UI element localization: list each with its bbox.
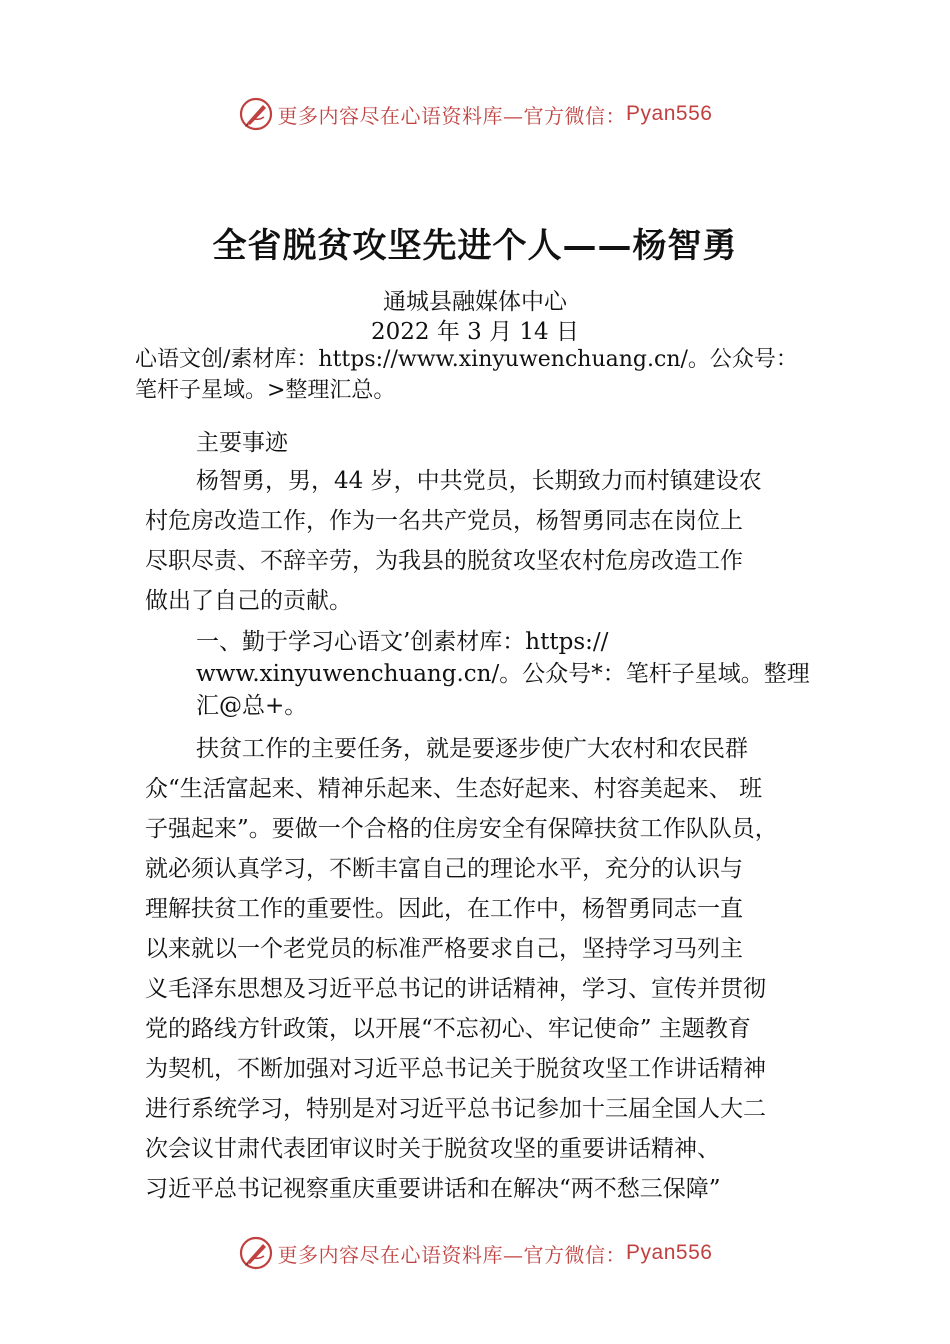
paragraph-line: 扶贫工作的主要任务，就是要逐步使广大农村和农民群 — [196, 736, 748, 762]
subsection-heading — [196, 626, 846, 722]
paragraph-line: 杨智勇，男，44 岁，中共党员，长期致力而村镇建设农 — [196, 468, 762, 494]
author-organization: 通城县融媒体中心 — [383, 289, 567, 315]
paragraph-line: 次会议甘肃代表团审议时关于脱贫攻坚的重要讲话精神、 — [145, 1136, 720, 1162]
paragraph-line: 为契机，不断加强对习近平总书记关于脱贫攻坚工作讲话精神 — [145, 1056, 766, 1082]
watermark-text: 更多内容尽在心语资料库—官方微信： — [277, 103, 627, 128]
paragraph-line: 党的路线方针政策，以开展“不忘初心、牢记使命” 主题教育 — [145, 1016, 751, 1042]
paragraph-line: 习近平总书记视察重庆重要讲话和在解决“两不愁三保障” — [145, 1176, 721, 1202]
publish-date: 2022 年 3 月 14 日 — [371, 319, 579, 345]
paragraph-line: 尽职尽责、不辞辛劳，为我县的脱贫攻坚农村危房改造工作 — [145, 548, 743, 574]
paragraph-line: 以来就以一个老党员的标准严格要求自己，坚持学习马列主 — [145, 936, 743, 962]
wechat-id: Pyan556 — [626, 102, 713, 125]
subsection-line: 汇@总+。 — [196, 693, 308, 719]
paragraph-line: 子强起来”。要做一个合格的住房安全有保障扶贫工作队队员， — [145, 816, 778, 842]
source-line: 心语文创/素材库：https://www.xinyuwenchuang.cn/。公众号： — [135, 347, 798, 372]
paragraph-intro — [145, 461, 845, 621]
paragraph-line: 理解扶贫工作的重要性。因此，在工作中，杨智勇同志一直 — [145, 896, 743, 922]
source-line: 笔杆子星域。>整理汇总。 — [135, 378, 396, 403]
paragraph-line: 就必须认真学习，不断丰富自己的理论水平，充分的认识与 — [145, 856, 743, 882]
header-watermark-banner — [0, 94, 950, 134]
quill-pen-seal-icon — [238, 1235, 274, 1271]
watermark-text: 更多内容尽在心语资料库—官方微信： — [277, 1242, 627, 1267]
wechat-id: Pyan556 — [626, 1241, 713, 1264]
footer-watermark-banner — [0, 1233, 950, 1273]
source-note — [135, 344, 855, 406]
paragraph-line: 众“生活富起来、精神乐起来、生态好起来、村容美起来、 班 — [145, 776, 763, 802]
paragraph-line: 进行系统学习，特别是对习近平总书记参加十三届全国人大二 — [145, 1096, 766, 1122]
subsection-line: 一、勤于学习心语文’创素材库：https:// — [196, 629, 609, 655]
paragraph-line: 义毛泽东思想及习近平总书记的讲话精神，学习、宣传并贯彻 — [145, 976, 766, 1002]
section-heading: 主要事迹 — [196, 430, 288, 456]
paragraph-line: 做出了自己的贡献。 — [145, 588, 352, 614]
document-title: 全省脱贫攻坚先进个人——杨智勇 — [212, 226, 738, 266]
subsection-line: www.xinyuwenchuang.cn/。公众号*：笔杆子星域。整理 — [196, 661, 810, 687]
quill-pen-seal-icon — [238, 96, 274, 132]
paragraph-body — [145, 729, 845, 1209]
paragraph-line: 村危房改造工作，作为一名共产党员，杨智勇同志在岗位上 — [145, 508, 743, 534]
